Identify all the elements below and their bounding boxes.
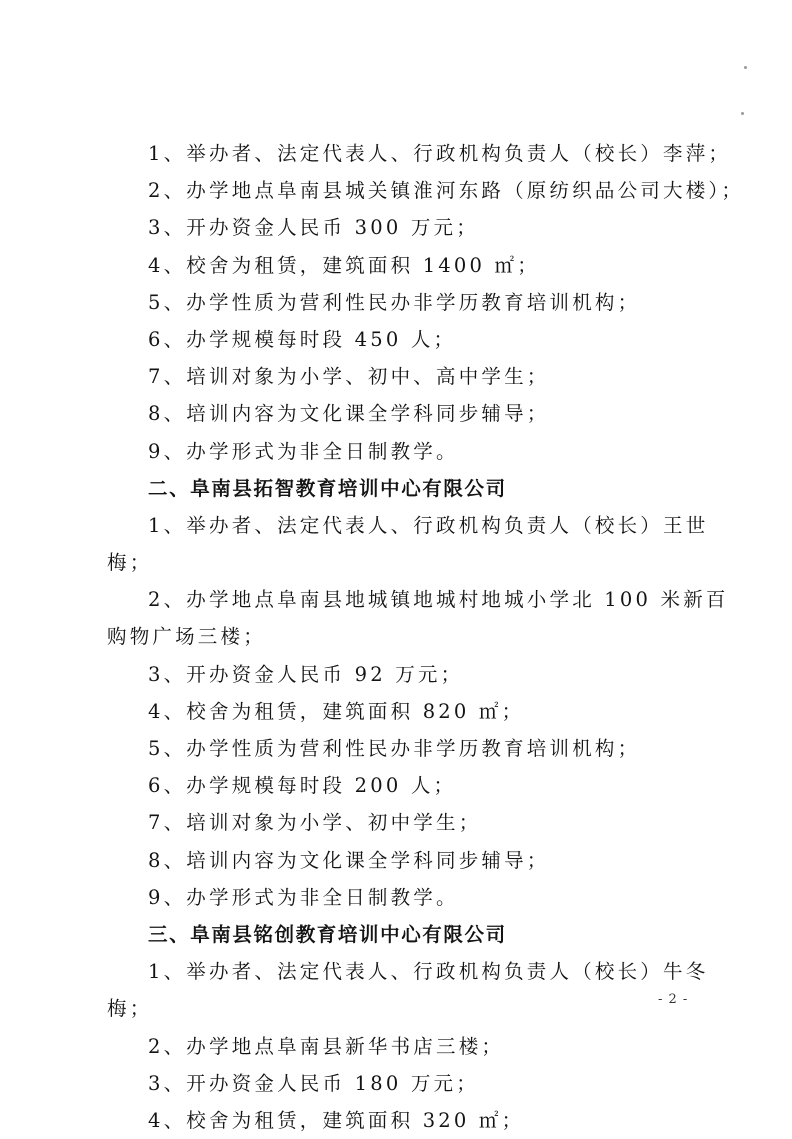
- page-number: - 2 -: [658, 992, 689, 1007]
- text-line: 购物广场三楼；: [107, 625, 266, 649]
- text-line: 3、开办资金人民币 300 万元；: [148, 216, 479, 240]
- text-line: 1、举办者、法定代表人、行政机构负责人（校长）王世: [148, 513, 709, 537]
- text-line: 6、办学规模每时段 200 人；: [148, 774, 457, 798]
- text-line: 3、开办资金人民币 92 万元；: [148, 662, 464, 686]
- text-line: 5、办学性质为营利性民办非学历教育培训机构；: [148, 290, 641, 314]
- text-line: 9、办学形式为非全日制教学。: [148, 439, 459, 463]
- text-line: 梅；: [107, 551, 153, 575]
- text-line: 5、办学性质为营利性民办非学历教育培训机构；: [148, 737, 641, 760]
- text-line: 4、校舍为租赁，建筑面积 820 ㎡；: [148, 699, 525, 723]
- text-line: 4、校舍为租赁，建筑面积 1400 ㎡；: [148, 253, 540, 277]
- text-line: 4、校舍为租赁，建筑面积 320 ㎡；: [148, 1108, 525, 1132]
- section-heading: 三、阜南县铭创教育培训中心有限公司: [148, 922, 507, 946]
- section-heading: 二、阜南县拓智教育培训中心有限公司: [148, 476, 507, 500]
- text-line: 梅；: [107, 997, 153, 1021]
- text-line: 7、培训对象为小学、初中学生；: [148, 811, 482, 835]
- text-line: 8、培训内容为文化课全学科同步辅导；: [148, 848, 550, 872]
- text-line: 2、办学地点阜南县城关镇淮河东路（原纺织品公司大楼）；: [148, 179, 745, 203]
- text-line: 6、办学规模每时段 450 人；: [148, 327, 457, 351]
- text-line: 1、举办者、法定代表人、行政机构负责人（校长）牛冬: [148, 960, 709, 984]
- text-line: 1、举办者、法定代表人、行政机构负责人（校长）李萍；: [148, 142, 732, 165]
- text-line: 2、办学地点阜南县新华书店三楼；: [148, 1034, 505, 1058]
- scan-speck: [741, 112, 744, 115]
- text-line: 7、培训对象为小学、初中、高中学生；: [148, 365, 550, 389]
- document-body: [107, 135, 745, 1139]
- scan-speck: [744, 66, 747, 69]
- text-line: 2、办学地点阜南县地城镇地城村地城小学北 100 米新百: [148, 588, 729, 612]
- text-line: 8、培训内容为文化课全学科同步辅导；: [148, 402, 550, 426]
- text-line: 3、开办资金人民币 180 万元；: [148, 1071, 479, 1095]
- text-line: 9、办学形式为非全日制教学。: [148, 885, 459, 909]
